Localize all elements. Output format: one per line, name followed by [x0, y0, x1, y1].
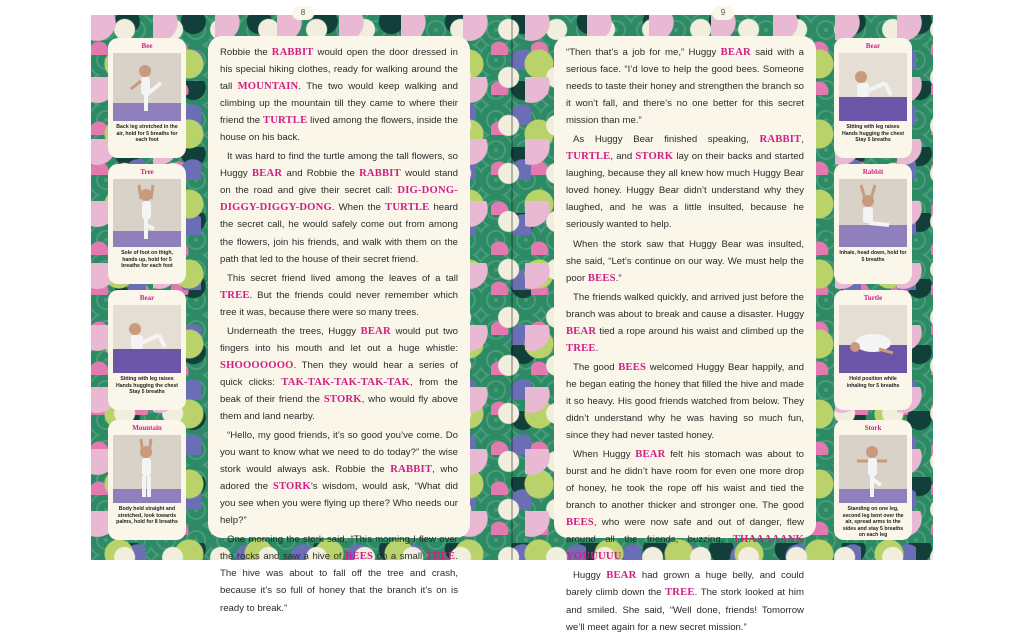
- pose-title: Tree: [140, 168, 154, 176]
- story-text: The good: [573, 361, 619, 373]
- keyword-highlight: BEAR: [252, 168, 283, 180]
- book-gutter: [511, 15, 513, 560]
- story-text: felt his stomach was about to burst and he didn’t have room for even one more drop of honey, he took the rope off his waist and tied the branch to another thicker and stronger one. The good: [566, 449, 804, 512]
- keyword-highlight: BEAR: [606, 570, 637, 582]
- story-text: . The hive was about to fall off the tree and crash, because it’s so full of honey that the branch it’s on is ready to break.”: [220, 551, 458, 614]
- story-text: As Huggy Bear finished speaking,: [573, 134, 760, 146]
- pose-caption: Body held straight and stretched, look towards palms, hold for 8 breaths: [116, 506, 178, 526]
- pose-caption: Sole of foot on thigh, hands up, hold for 5 breaths for each foot: [121, 250, 173, 270]
- story-text: . When the: [331, 202, 386, 214]
- keyword-highlight: TAK-TAK-TAK-TAK-TAK: [281, 376, 411, 388]
- story-text: This secret friend lived among the leaves of a tall: [227, 272, 458, 284]
- story-paragraph: [566, 131, 804, 233]
- pose-caption: Sitting with leg raises Hands hugging the chest Stay 5 breaths: [116, 376, 178, 396]
- story-text: on a small: [373, 551, 426, 563]
- keyword-highlight: BEES: [618, 361, 647, 373]
- story-paragraph: [220, 148, 458, 267]
- pose-card-bear-right: [834, 38, 912, 158]
- story-page-right: [554, 36, 816, 633]
- keyword-highlight: BEAR: [720, 47, 751, 58]
- pose-caption: Hold position while inhaling for 5 breaths: [846, 376, 900, 389]
- pose-title: Turtle: [863, 294, 883, 302]
- pose-caption: Standing on one leg, second leg bent over the air, spread arms to the sides and stay 5 breaths on each leg: [842, 506, 904, 539]
- story-text: , who were now safe and out of danger, flew around all the friends, buzzing,: [566, 517, 804, 546]
- keyword-highlight: TURTLE: [385, 202, 430, 214]
- story-text: .: [621, 551, 625, 563]
- story-text: Underneath the trees, Huggy: [227, 325, 361, 337]
- pose-title: Stork: [864, 424, 882, 432]
- keyword-highlight: TURTLE: [566, 151, 611, 163]
- pose-card-turtle: [834, 290, 912, 410]
- keyword-highlight: RABBIT: [390, 464, 433, 476]
- story-paragraph: [220, 531, 458, 616]
- story-text: . But the friends could never remember which tree it was, because there were so many trees.: [220, 289, 458, 318]
- pose-card-rabbit: [834, 164, 912, 284]
- story-text: had grown a huge belly, and could barely climb down the: [566, 570, 804, 599]
- story-text: said with a serious face. “I’d love to help the good bees. Someone needs to taste their honey and strengthen the branch so it won’t fall, and there’s no one better for this secret mission than me.”: [566, 47, 804, 127]
- keyword-highlight: BEAR: [566, 325, 597, 337]
- keyword-highlight: TREE: [220, 289, 250, 301]
- story-paragraph: [566, 236, 804, 287]
- stork-pose-photo: [839, 435, 907, 503]
- story-text: heard the secret call, he would safely come out from among the flowers, join his friends, and walk with them on the path that led to the house of their secret friend.: [220, 202, 459, 265]
- keyword-highlight: STORK: [272, 481, 311, 493]
- keyword-highlight: TREE: [665, 587, 695, 599]
- keyword-highlight: TREE: [566, 342, 596, 354]
- keyword-highlight: MOUNTAIN: [237, 81, 299, 93]
- story-text: would put two fingers into his mouth and let out a huge whistle:: [220, 325, 458, 354]
- keyword-highlight: BEES: [345, 551, 374, 563]
- pose-card-tree: [108, 164, 186, 284]
- tree-pose-photo: [113, 179, 181, 247]
- story-text: lay on their backs and started laughing, because they all knew how much Huggy Bear loved honey. Huggy Bear didn’t understand why they laughed, and he was a little insulted, because he seriously wanted to help.: [566, 151, 804, 231]
- story-text: Huggy: [573, 570, 607, 582]
- page-number-left: 8: [292, 6, 314, 20]
- story-paragraph: [220, 270, 458, 321]
- story-text: When the stork saw that Huggy Bear was insulted, she said, “Let’s continue on our way. We must help the poor: [566, 238, 804, 284]
- pose-caption: Back leg stretched in the air, hold for 5 breaths for each foot: [116, 124, 178, 144]
- keyword-highlight: BEES: [587, 272, 616, 284]
- story-text: , who would fly above them and land nearby.: [220, 393, 458, 422]
- keyword-highlight: BEAR: [635, 449, 666, 461]
- pose-title: Rabbit: [862, 168, 884, 176]
- rabbit-pose-photo: [839, 179, 907, 247]
- keyword-highlight: RABBIT: [271, 47, 314, 58]
- keyword-highlight: THAAAAANK YOUUUUU: [566, 534, 804, 563]
- turtle-pose-photo: [839, 305, 907, 373]
- story-text: . Then they would hear a series of quick clicks:: [220, 359, 458, 388]
- story-paragraph: [566, 289, 804, 357]
- story-paragraph: [220, 44, 458, 146]
- keyword-highlight: STORK: [635, 151, 674, 163]
- pose-card-bee: [108, 38, 186, 158]
- story-text: and Robbie the: [282, 168, 360, 180]
- pose-title: Bear: [139, 294, 155, 302]
- story-text: ,: [801, 134, 804, 146]
- story-text: would stand on the road and give their secret call:: [220, 168, 458, 197]
- story-text: ’s wisdom, would ask, “What did you see when you were flying up there? Who needs our help?”: [220, 481, 458, 527]
- keyword-highlight: SHOOOOOOO: [220, 359, 294, 371]
- story-text: . The two would keep walking and climbing up the mountain till they came to where their friend the: [220, 81, 458, 127]
- story-text: It was hard to find the turtle among the tall flowers, so Huggy: [220, 151, 458, 180]
- keyword-highlight: STORK: [323, 393, 362, 405]
- keyword-highlight: RABBIT: [359, 168, 401, 180]
- pose-caption: Sitting with leg raises Hands hugging the chest Stay 5 breaths: [842, 124, 904, 144]
- story-text: lived among the flowers, inside the house on his back.: [220, 115, 458, 144]
- story-text: .: [595, 342, 599, 354]
- pose-title: Bee: [141, 42, 153, 50]
- pose-card-stork: [834, 420, 912, 540]
- story-text: When Huggy: [573, 449, 636, 461]
- keyword-highlight: RABBIT: [759, 134, 802, 146]
- story-text: , who adored the: [220, 464, 458, 493]
- story-paragraph: [566, 567, 804, 635]
- story-paragraph: [220, 323, 458, 425]
- story-text: The friends walked quickly, and arrived just before the branch was about to break and cause a disaster. Huggy: [566, 291, 804, 320]
- keyword-highlight: DIG-DONG-DIGGY-DIGGY-DONG: [220, 185, 458, 214]
- bee-pose-photo: [113, 53, 181, 121]
- story-text: would open the door dressed in his special hiking clothes, ready for walking around the tall: [220, 47, 458, 93]
- bear-pose-photo: [839, 53, 907, 121]
- story-page-left: [208, 36, 470, 614]
- keyword-highlight: TREE: [425, 551, 456, 563]
- bear-pose-photo: [113, 305, 181, 373]
- story-text: , and: [610, 151, 636, 163]
- story-paragraph: [220, 427, 458, 529]
- story-text: One morning the stork said, “This morning I flew over the rocks and saw a hive of: [220, 534, 458, 563]
- pose-title: Mountain: [132, 424, 162, 432]
- pose-caption: Inhale, head down, hold for 5 breaths: [839, 250, 907, 263]
- keyword-highlight: BEES: [566, 517, 594, 529]
- story-text: . The stork looked at him and smiled. She said, “Well done, friends! Tomorrow we’ll meet again for a new secret mission.”: [566, 587, 804, 633]
- story-paragraph: [566, 446, 804, 565]
- story-text: tied a rope around his waist and climbed up the: [596, 325, 804, 337]
- story-text: “Then that’s a job for me,” Huggy: [566, 47, 721, 58]
- keyword-highlight: TURTLE: [262, 115, 308, 127]
- keyword-highlight: BEAR: [360, 325, 391, 337]
- story-paragraph: [566, 44, 804, 129]
- story-text: , from the beak of their friend the: [220, 376, 458, 405]
- story-paragraph: [566, 359, 804, 444]
- pose-title: Bear: [865, 42, 881, 50]
- story-text: .”: [615, 272, 622, 284]
- pose-card-mountain: [108, 420, 186, 540]
- pose-card-bear: [108, 290, 186, 410]
- page-number-right: 9: [712, 6, 734, 20]
- mountain-pose-photo: [113, 435, 181, 503]
- story-text: welcomed Huggy Bear happily, and he began eating the honey that filled the hive and made it so heavy. His good friends watched from below. They didn’t understand why he was having so much fun, since they had never tasted honey.: [566, 361, 804, 442]
- story-text: Robbie the: [220, 47, 272, 58]
- story-text: “Hello, my good friends, it’s so good you’ve come. Do you want to know what we need to do today?” the wise stork would always ask. Robbie the: [220, 430, 458, 476]
